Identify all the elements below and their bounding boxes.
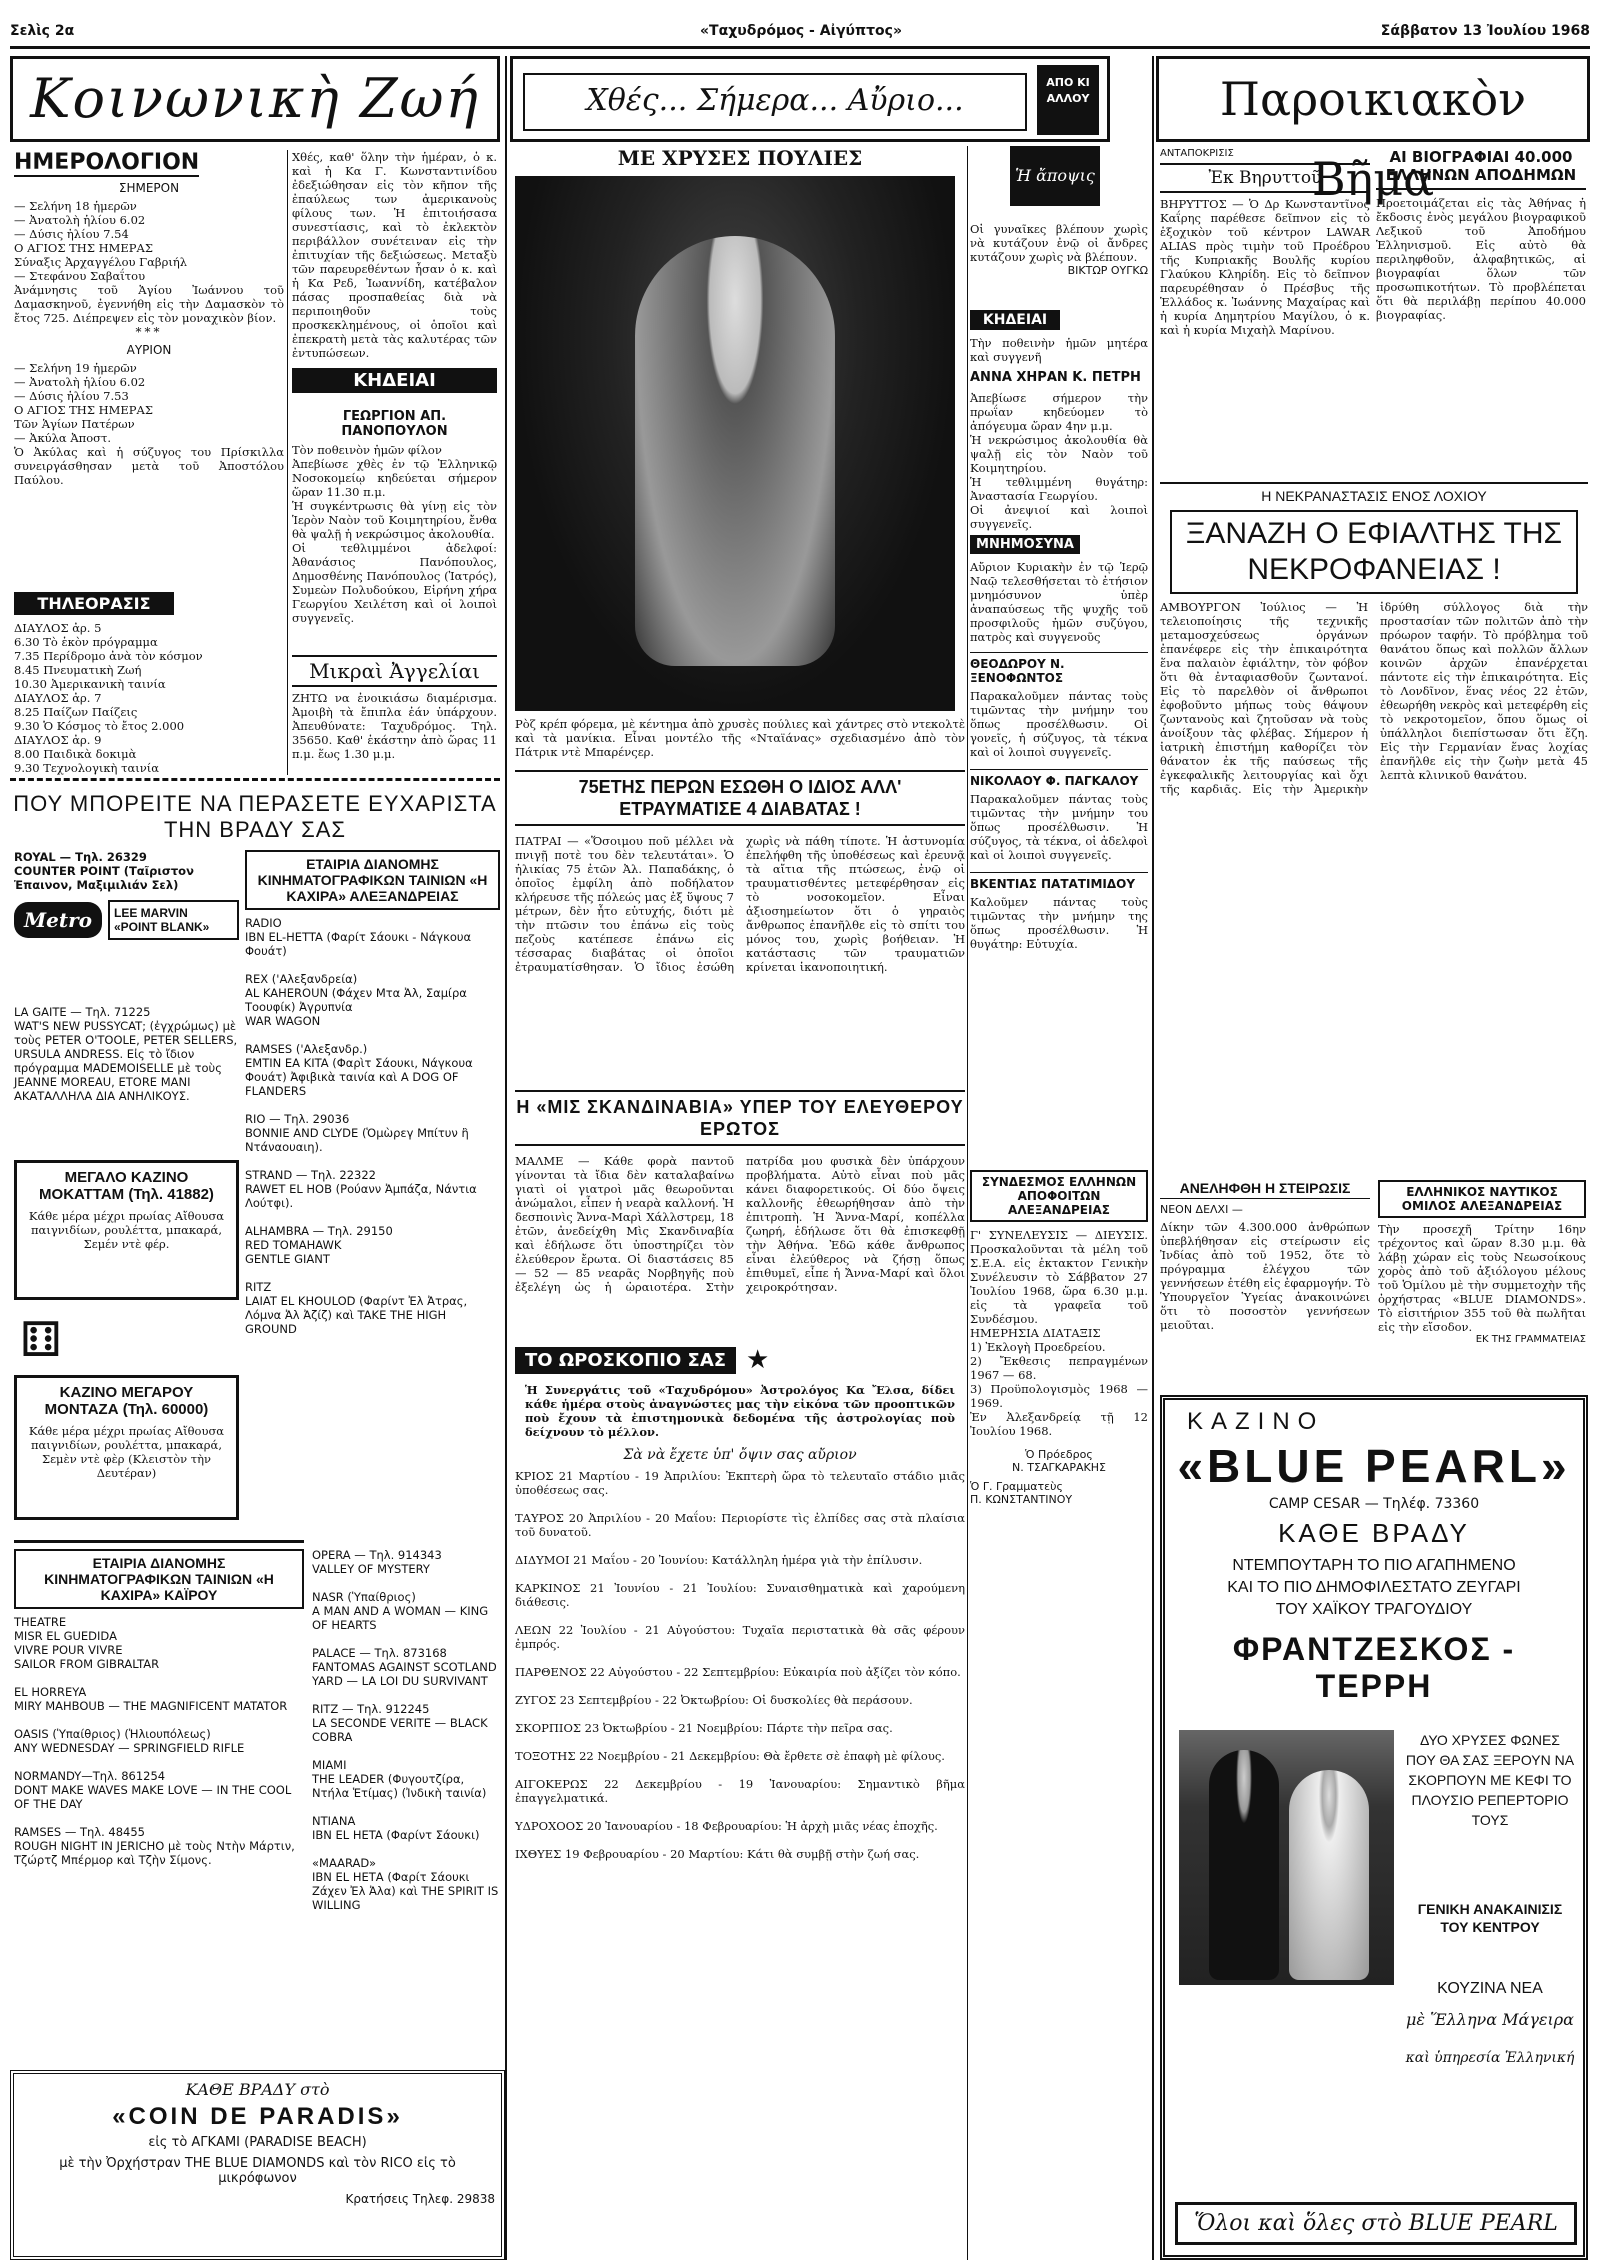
- funeral-title-1: ΚΗΔΕΙΑΙ: [292, 368, 497, 393]
- masthead: [10, 20, 1590, 44]
- distribution-cairo-ad: [14, 1540, 304, 2070]
- memorial-2-name: ΝΙΚΟΛΑΟΥ Φ. ΠΑΓΚΑΛΟΥ: [970, 769, 1148, 788]
- naval-title: ΕΛΛΗΝΙΚΟΣ ΝΑΥΤΙΚΟΣ ΟΜΙΛΟΣ ΑΛΕΞΑΝΔΡΕΙΑΣ: [1378, 1180, 1586, 1218]
- memorials-title: ΜΝΗΜΟΣΥΝΑ: [970, 535, 1080, 554]
- horoscope-item: ΣΚΟΡΠΙΟΣ 23 Ὀκτωβρίου - 21 Νοεμβρίου: Πάρτε τὴν πεῖρα σας.: [515, 1721, 893, 1735]
- today-text: — Σελήνη 18 ἡμερῶν — Ἀνατολὴ ἡλίου 6.02 — Δύσις ἡλίου 7.54 Ο ΑΓΙΟΣ ΤΗΣ ΗΜΕΡΑΣ Σύναξις Ἀρχαγγέλου Γαβριήλ — Στεφάνου Σαβαΐτου Ἀνάμνησις τοῦ Ἁγίου Ἰωάννου τοῦ Δαμασκηνοῦ, ἐγεννήθη εἰς τὴν Δαμασκὸν τὸ ἔτος 725. Διέπρεψεν εἰς τὸν μοναχικὸν βίον.: [14, 199, 284, 325]
- funeral-text-2: Ἀπεβίωσε σήμερον τὴν πρωΐαν κηδεύομεν τὸ ἀπόγευμα ὥραν 4ην μ.μ. Ἡ νεκρώσιμος ἀκολουθία θὰ ψαλῇ εἰς τὸν Ναὸν τοῦ Κοιμητηρίου. Ἡ τεθλιμμένη θυγάτηρ: Ἀναστασία Γεωργίου. Οἱ ἀνεψιοί καὶ λοιποὶ συγγενεῖς.: [970, 391, 1148, 531]
- funeral-title-2: ΚΗΔΕΙΑΙ: [970, 310, 1060, 330]
- memorial-1-text: Παρακαλοῦμεν πάντας τοὺς τιμῶντας τὴν μνήμην του ὅπως προσέλθωσιν. Οἱ γονεῖς, ἡ σύζυγος, τὰ τέκνα καὶ οἱ λοιποὶ συγγενεῖς.: [970, 689, 1148, 759]
- star-icon: ★: [746, 1345, 770, 1375]
- bp-renovation: ΓΕΝΙΚΗ ΑΝΑΚΑΙΝΙΣΙΣ ΤΟΥ ΚΕΝΤΡΟΥ: [1417, 1901, 1563, 1935]
- bp-footer: Ὅλοι καὶ ὅλες στὸ BLUE PEARL: [1175, 2202, 1577, 2245]
- bp-duo: ΦΡΑΝΤΖΕΣΚΟΣ - ΤΕΡΡΗ: [1232, 1631, 1516, 1704]
- tomorrow-label: ΑΥΡΙΟΝ: [126, 343, 172, 357]
- issue-date: Σάββατον 13 Ἰουλίου 1968: [1380, 23, 1590, 39]
- story-miss-text: ΜΑΛΜΕ — Κάθε φορὰ παντοῦ γίνονται τὰ ἴδια δὲν καταλαβαίνω γιατὶ οἱ γιατροὶ μᾶς θεωροῦνται ἀνώμαλοι, εἶπεν ἡ νεαρὰ καλλονή. Ἡ δεσποινὶς Ἄννα-Μαρὶ Χάλλστρεμ, 18 ἐτῶν, ἀνεδείχθη Μὶς Σκανδιναβία καὶ ἐδήλωσε ὅτι ὑποστηρίζει τὸν ἐλεύθερον ἔρωτα. Οἱ διαστάσεις 85 — 52 — 85 νεαρᾶς Νορβηγῆς ποὺ ἐξελέγη ὡς ἡ ὡραιοτέρα. Στὴν πατρίδα μου φυσικὰ δὲν ὑπάρχουν προβλήματα. Αὐτὸ εἶναι ποὺ μᾶς κάνει διαφορετικούς. Οἱ δύο ὄψεις καλλονῆς ἐθεωρήθησαν ἀπὸ τὴν ἐπιτροπὴ. Ἡ Ἄννα-Μαρί, κοπέλλα ζωηρή, ἐδήλωσε ὅτι θὰ ἐπισκεφθῇ τὴν Ἀθήνα. Ἐδῶ κάθε ἄνθρωπος εἶναι ἐλεύθερος νὰ ζήσῃ ὅπως ἐπιθυμεῖ, εἶπε ἡ Ἄννα-Μαρί καὶ ὅλοι χειροκρότησαν.: [515, 1154, 965, 1294]
- model-figure-icon: [635, 236, 835, 666]
- priest-title: ΑΝΕΛΗΦΘΗ Η ΣΤΕΙΡΩΣΙΣ: [1160, 1180, 1370, 1199]
- kazino-montaza-title: ΚΑΖΙΝΟ ΜΕΓΑΡΟΥ ΜΟΝΤΑΖΑ (Τηλ. 60000): [44, 1384, 209, 1418]
- nekra-kicker: Η ΝΕΚΡΑΝΑΣΤΑΣΙΣ ΕΝΟΣ ΛΟΧΙΟΥ: [1160, 482, 1588, 504]
- horoscope-item: ΚΡΙΟΣ 21 Μαρτίου - 19 Ἀπριλίου: Ἐκπτερὴ ὥρα τὸ τελευταῖο στάδιο μιᾶς ὑποθέσεως σας.: [515, 1469, 965, 1497]
- tv-title: ΤΗΛΕΟΡΑΣΙΣ: [14, 592, 174, 615]
- bp-camp-line: CAMP CESAR — Τηλέφ. 73360: [1268, 1496, 1480, 1512]
- distribution-cairo-list: THEATRE MISR EL GUEDIDA VIVRE POUR VIVRE SAILOR FROM GIBRALTAR EL HORREYA MIRY MAHBOUB — THE MAGNIFICENT MATATOR OASIS (Ὑπαίθριος) (Ἡλιουπόλεως) ANY WEDNESDAY — SPRINGFIELD RIFLE NORMANDY—Τηλ. 861254 DONT MAKE WAVES MAKE LOVE — IN THE COOL OF THE DAY RAMSES — Τηλ. 48455 ROUGH NIGHT IN JERICHO μὲ τοὺς Ντὴν Μάρτιν, Τζώρτζ Μπέρμορ καὶ Τζὴν Σίμονς.: [14, 1615, 295, 1867]
- social-life-title: Κοινωνικὴ Ζωή: [30, 67, 480, 130]
- cinema-gaite: LA GAITE — Τηλ. 71225 WAT'S NEW PUSSYCAT; (ἐγχρώμως) μὲ τοὺς PETER O'TOOLE, PETER SELLERS, URSULA ANDRESS. Εἰς τὸ ἴδιον πρόγραμμα MADEMOISELLE μὲ τοὺς JEANNE MOREAU, ETORE MANI ΑΚΑΤΑΛΛΗΛΑ ΔΙΑ ΑΝΗΛΙΚΟΥΣ.: [14, 1005, 238, 1103]
- bp-line-2: ΚΑΙ ΤΟ ΠΙΟ ΔΗΜΟΦΙΛΕΣΤΑΤΟ ΖΕΥΓΑΡΙ: [1227, 1579, 1521, 1596]
- horoscope-list: [515, 1469, 965, 1861]
- beirut-title: Ἐκ Βηρυττοῦ: [1160, 163, 1370, 193]
- fashion-title: ΜΕ ΧΡΥΣΕΣ ΠΟΥΛΙΕΣ: [617, 146, 863, 170]
- priest-section: [1160, 1180, 1370, 1365]
- horoscope-title: ΤΟ ΩΡΟΣΚΟΠΙΟ ΣΑΣ: [515, 1347, 736, 1374]
- association-title: ΣΥΝΔΕΣΜΟΣ ΕΛΛΗΝΩΝ ΑΠΟΦΟΙΤΩΝ ΑΛΕΞΑΝΔΡΕΙΑΣ: [970, 1170, 1148, 1222]
- bp-chef: μὲ Ἕλληνα Μάγειρα: [1406, 2010, 1574, 2029]
- fashion-section: [515, 146, 965, 786]
- tv-section: [14, 592, 284, 775]
- singer-figure-icon-2: [1289, 1770, 1369, 1980]
- memorial-3-text: Καλοῦμεν πάντας τοὺς τιμῶντας τὴν μνήμην της ὅπως προσέλθωσιν. Ἡ θυγάτηρ: Εὐτυχία.: [970, 895, 1148, 951]
- kazino-montaza-ad: [14, 1375, 239, 1520]
- beirut-section: [1160, 148, 1370, 473]
- quote-section: [970, 146, 1148, 306]
- bp-kitchen: ΚΟΥΖΙΝΑ ΝΕΑ: [1437, 1980, 1543, 1997]
- nekra-title: ΞΑΝΑΖΗ Ο ΕΦΙΑΛΤΗΣ ΤΗΣ ΝΕΚΡΟΦΑΝΕΙΑΣ !: [1170, 510, 1578, 594]
- evening-header: [10, 778, 500, 848]
- story-75-year-old: [515, 770, 965, 1080]
- bp-name: «BLUE PEARL»: [1177, 1440, 1571, 1492]
- cinema-column-left: [14, 850, 239, 1010]
- paper-name: «Ταχυδρόμος - Αἰγύπτος»: [700, 23, 902, 39]
- association-sign-secretary: Ὁ Γ. Γραμματεὺς Π. ΚΩΝΣΤΑΝΤΙΝΟΥ: [970, 1480, 1073, 1506]
- kazino-mokattam-ad: [14, 1160, 239, 1300]
- memorial-3-name: ΒΚΕΝΤΙΑΣ ΠΑΤΑΤΙΜΙΔΟΥ: [970, 872, 1148, 891]
- paradis-name: «COIN DE PARADIS»: [112, 2103, 403, 2130]
- naval-sign: ΕΚ ΤΗΣ ΓΡΑΜΜΑΤΕΙΑΣ: [1475, 1334, 1586, 1345]
- horoscope-item: ΑΙΓΟΚΕΡΩΣ 22 Δεκεμβρίου - 19 Ἰανουαρίου: Σημαντικὸ βῆμα ἐπαγγελματικά.: [515, 1777, 965, 1805]
- yesterday-today-tomorrow-title: Χθές... Σήμερα... Αὔριο...: [523, 73, 1027, 131]
- badge-from-elsewhere: ΑΠΟ ΚΙ ΑΛΛΟΥ: [1037, 65, 1099, 135]
- bp-duo-photo: [1179, 1730, 1394, 1985]
- bp-kathe: ΚΑΘΕ ΒΡΑΔΥ: [1278, 1518, 1470, 1548]
- blue-pearl-ad: [1160, 1395, 1588, 2260]
- association-text: Γ' ΣΥΝΕΛΕΥΣΙΣ — ΔΙΕΥΣΙΣ. Προσκαλοῦνται τὰ μέλη τοῦ Σ.Ε.Α. εἰς ἐκτακτον Γενικὴν Συνέλευσιν τὸ Σάββατον 27 Ἰουλίου 1968, ὥρα 6.30 μ.μ. εἰς τὰ γραφεῖα τοῦ Συνδέσμου. ΗΜΕΡΗΣΙΑ ΔΙΑΤΑΞΙΣ 1) Ἐκλογὴ Προεδρείου. 2) Ἔκθεσις πεπραγμένων 1967 — 68. 3) Προϋπολογισμὸς 1968 — 1969. Ἐν Ἀλεξανδρείᾳ τῇ 12 Ἰουλίου 1968.: [970, 1228, 1148, 1438]
- funeral-text-1: Τὸν ποθεινὸν ἡμῶν φίλον Ἀπεβίωσε χθὲς ἐν τῷ Ἑλληνικῷ Νοσοκομείῳ κηδεύεται σήμερον ὥραν 11.30 π.μ. Ἡ συγκέντρωσις θὰ γίνῃ εἰς τὸν Ἱερὸν Ναὸν τοῦ Κοιμητηρίου, ἔνθα θὰ ψαλῇ ἡ νεκρώσιμος ἀκολουθία. Οἱ τεθλιμμένοι ἀδελφοί: Ἀθανάσιος Πανόπουλος, Δημοσθένης Πανόπουλος (Ἰατρός), Συμεὼν Πολυδούκου, Εἰρήνη χήρα Γεωργίου Χειλέτση καὶ οἱ λοιποὶ συγγενεῖς.: [292, 443, 497, 625]
- singer-figure-icon: [1209, 1750, 1279, 1980]
- dice-icon: ⚅: [20, 1312, 62, 1368]
- bp-line-3: ΤΟΥ ΧΑΪΚΟΥ ΤΡΑΓΟΥΔΙΟΥ: [1275, 1601, 1473, 1618]
- quote-text: Οἱ γυναῖκες βλέπουν χωρὶς νὰ κυτάζουν ἐνῷ οἱ ἄνδρες κυτάζουν χωρὶς νὰ βλέπουν.: [970, 222, 1148, 264]
- distribution-alex-title: ΕΤΑΙΡΙΑ ΔΙΑΝΟΜΗΣ ΚΙΝΗΜΑΤΟΓΡΑΦΙΚΩΝ ΤΑΙΝΙΩΝ «Η ΚΑΧΙΡΑ» ΑΛΕΞΑΝΔΡΕΙΑΣ: [245, 850, 500, 910]
- funeral-name-2: ΑΝΝΑ ΧΗΡΑΝ Κ. ΠΕΤΡΗ: [970, 370, 1141, 385]
- horoscope-item: ΥΔΡΟΧΟΟΣ 20 Ἰανουαρίου - 18 Φεβρουαρίου: Ἡ ἀρχὴ μιᾶς νέας ἐποχῆς.: [515, 1819, 938, 1833]
- funeral-intro-2: Τὴν ποθεινὴν ἡμῶν μητέρα καὶ συγγενῆ: [970, 336, 1148, 364]
- section-header-yesterday: [510, 56, 1110, 142]
- today-label: ΣΗΜΕΡΟΝ: [118, 181, 180, 195]
- horoscope-item: ΙΧΘΥΕΣ 19 Φεβρουαρίου - 20 Μαρτίου: Κάτι θὰ συμβῇ στὴν ζωή σας.: [515, 1847, 920, 1861]
- bp-service: καὶ ὑπηρεσία Ἑλληνική: [1405, 2050, 1575, 2066]
- section-header-social: [10, 56, 500, 142]
- paradis-top: ΚΑΘΕ ΒΡΑΔΥ στὸ: [185, 2080, 330, 2099]
- association-sign-president: Ὁ Πρόεδρος Ν. ΤΣΑΓΚΑΡΑΚΗΣ: [1012, 1448, 1106, 1474]
- story-75-text: ΠΑΤΡΑΙ — «Ὅσοιμου ποῦ μέλλει νὰ πνιγῇ ποτὲ του δὲν τελευτάται». Ὁ ἡλικίας 75 ἐτῶν Ἀλ. Παπαδάκης, ὁ ὁποῖος ἐμφίλη ἀπὸ ποδήλατον κλήρευσε τῆς πόλεώς μας ἐξ ὕψους 7 μέτρων, δὲν ἦτο εὐτυχής, διότι μὲ τὴν πτῶσιν του ἐπάνω εἰς τοὺς πεζοὺς κατέπεσε ἐπάνω εἰς τέσσαρας διαβάτας οἱ ὁποῖοι ἐτραυματίσθησαν. Ὁ ἴδιος ἐσώθη χωρὶς νὰ πάθη τίποτε. Ἡ ἀστυνομία ἐπελήφθη τῆς ὑποθέσεως καὶ ἐρευνᾷ τὰ αἴτια τῆς πτώσεως, ἐνῷ οἱ τραυματισθέντες μετεφέρθησαν εἰς τὸ νοσοκομεῖον. Εἶναι ἀξιοσημείωτον ὅτι ὁ γηραιὸς ἄνθρωπος ἐπανῆλθε εἰς τὸ σπίτι του μόνος του, χωρὶς βοήθειαν. Ἡ κατάστασις τῶν τραυματιῶν κρίνεται ἱκανοποιητική.: [515, 834, 965, 974]
- distribution-alex-ad: [245, 850, 500, 1540]
- beirut-label: ΑΝΤΑΠΟΚΡΙΣΙΣ: [1160, 148, 1234, 159]
- tomorrow-text: — Σελήνη 19 ἡμερῶν — Ἀνατολὴ ἡλίου 6.02 — Δύσις ἡλίου 7.53 Ο ΑΓΙΟΣ ΤΗΣ ΗΜΕΡΑΣ Τῶν Ἁγίων Πατέρων — Ἀκύλα Ἀποστ. Ὁ Ἀκύλας καὶ ἡ σύζυγος του Πρίσκιλλα συνειργάσθησαν μετὰ τοῦ Ἀποστόλου Παύλου.: [14, 361, 284, 487]
- horoscope-item: ΤΟΞΟΤΗΣ 22 Νοεμβρίου - 21 Δεκεμβρίου: Θὰ ἔρθετε σὲ ἐπαφὴ μὲ φίλους.: [515, 1749, 945, 1763]
- kazino-montaza-text: Κάθε μέρα μέχρι πρωίας Αἴθουσα παιγνιδίων, ρουλέττα, μπακαρά, Σεμὲν ντὲ φὲρ (Κλειστὸν τὴν Δευτέραν): [28, 1424, 225, 1480]
- horoscope-item: ΔΙΔΥΜΟΙ 21 Μαΐου - 20 Ἰουνίου: Κατάλληλη ἡμέρα γιὰ τὴν ἐπίλυσιν.: [515, 1553, 923, 1567]
- naval-section: [1378, 1180, 1586, 1365]
- quote-author: ΒΙΚΤΩΡ ΟΥΓΚΩ: [1067, 264, 1148, 277]
- horoscope-header: [515, 1345, 965, 1375]
- story-miss-title: Η «ΜΙΣ ΣΚΑΝΔΙΝΑΒΙΑ» ΥΠΕΡ ΤΟΥ ΕΛΕΥΘΕΡΟΥ ΕΡΩΤΟΣ: [515, 1090, 965, 1146]
- horoscope-item: ΚΑΡΚΙΝΟΣ 21 Ἰουνίου - 21 Ἰουλίου: Συναισθηματικὰ καὶ χαρούμενη διάθεσις.: [515, 1581, 965, 1609]
- page-number: Σελὶς 2α: [10, 23, 75, 39]
- kazino-mokattam-text: Κάθε μέρα μέχρι πρωίας Αἴθουσα παιγνιδίων, ρουλέττα, μπακαρά, Σεμέν ντὲ φέρ.: [28, 1209, 225, 1251]
- bp-kazino: ΚΑΖΙΝΟ: [1187, 1408, 1325, 1435]
- bp-line-1: ΝΤΕΜΠΟΥΤΑΡΗ ΤΟ ΠΙΟ ΑΓΑΠΗΜΕΝΟ: [1232, 1557, 1516, 1574]
- cinema-royal: ROYAL — Τηλ. 26329 COUNTER POINT (Ταῖριστον Ἐπαινον, Μαξιμιλιάν Σελ): [14, 850, 194, 892]
- bio-title: ΑΙ ΒΙΟΓΡΑΦΙΑΙ 40.000 ΕΛΛΗΝΩΝ ΑΠΟΔΗΜΩΝ: [1376, 148, 1586, 190]
- column-rule-2: [1152, 56, 1154, 2260]
- column-rule-4: [967, 146, 968, 2260]
- nekra-text: ΑΜΒΟΥΡΓΟΝ Ἰούλιος — Ἡ τελειοποίησις τῆς τεχνικῆς μεταμοσχεύσεως ὀργάνων ἐπανέφερε εἰς τὴν ἐπικαιρότητα ἕνα παλαιὸν ἐφιάλτην, τὸν φόβον ὅτι θὰ ἐνταφιασθοῦν ζωντανοί. Εἰς τὸ παρελθὸν οἱ ἄνθρωποι ἐφοβοῦντο μήπως τοὺς θάψουν ζωντανοὺς καὶ ζητοῦσαν νὰ τοὺς ἀνοίξουν τὰς φλέβας. Σήμερον ἡ ἰατρικὴ ἐπιστήμη καθορίζει τὸν θάνατον ἐκ τῆς παύσεως τῆς ἐγκεφαλικῆς λειτουργίας καὶ ὄχι τῆς καρδιᾶς. Εἰς τὴν Ἀμερικὴν ἱδρύθη σύλλογος διὰ τὴν προστασίαν τῶν πολιτῶν ἀπὸ τὴν πρόωρον ταφήν. Τὸ πρόβλημα τοῦ θανάτου ὅπως καὶ πολλῶν ἄλλων κοινῶν ἀρχῶν ἐπανέρχεται πάντοτε εἰς τὴν ἐπικαιρότητα. Εἰς τὸ Λονδῖνον, ἕνας νέος 22 ἐτῶν, ἐθεωρήθη νεκρὸς καὶ μετεφέρθη εἰς τὸ νεκροτομεῖον, ὅπου ὅμως οἱ ὑπάλληλοι διεπίστωσαν ὅτι ἔζη. Εἰς τὴν Γερμανίαν ἕνας λοχίας ἐπανῆλθε εἰς τὴν ζωὴν μετὰ 45 λεπτὰ κλινικοῦ θανάτου.: [1160, 600, 1588, 796]
- horoscope-intro: Ἡ Συνεργάτις τοῦ «Ταχυδρόμου» Ἀστρολόγος Κα Ἔλσα, δίδει κάθε ἡμέρα στοὺς ἀναγνώστες μας τὴν εἰκόνα τῶν προοπτικῶν ποὺ ἔχουν τὰ ἐπιστημονικὰ δεδομένα τῆς ἀστρολογίας ποὺ δείχνουν τὸ μέλλον.: [525, 1383, 955, 1439]
- bio-section: [1376, 148, 1586, 473]
- horoscope-section: [515, 1345, 965, 2260]
- metro-ad: [14, 900, 239, 940]
- beirut-text: ΒΗΡΥΤΤΟΣ — Ὁ Δρ Κωνσταντῖνος Καΐρης παρέθεσε δεῖπνον εἰς τὸ ἑξοχικὸν τοῦ κέντρον LAWAR ALIAS πρὸς τιμὴν τοῦ Προέδρου τῆς Κυπριακῆς Βουλῆς κυρίου Γλαύκου Κληρίδη. Εἰς τὸ δεῖπνον παρευρέθησαν ὁ Πρέσβυς τῆς Ἑλλάδος κ. Ἰωάννης Μαχαίρας καὶ ἡ κυρία Δημητρίου Μαγίλου, ὁ κ. καὶ ἡ κυρία Μιχαὴλ Μαρίνου.: [1160, 197, 1370, 337]
- coin-de-paradis-ad: [10, 2070, 505, 2260]
- association-section: [970, 1170, 1148, 2260]
- story-75-title: 75ΕΤΗΣ ΠΕΡΩΝ ΕΣΩΘΗ Ο ΙΔΙΟΣ ΑΛΛ' ΕΤΡΑΥΜΑΤΙΣΕ 4 ΔΙΑΒΑΤΑΣ !: [515, 770, 965, 826]
- naval-text: Τὴν προσεχῆ Τρίτην 16ην τρέχοντος καὶ ὥραν 8.30 μ.μ. θὰ λάβῃ χώραν εἰς τοὺς Νεωσοίκους χορὸς ἀπὸ τοῦ ἀξιόλογου μέλους τοῦ Ὁμίλου μὲ τὴν συμμετοχὴν τῆς ὀρχήστρας «BLUE DIAMONDS». Τὸ εἰσιτήριον 355 τοῦ θὰ πωλῆται εἰς τὴν εἴσοδον.: [1378, 1222, 1586, 1334]
- distribution-cairo-list-2: OPERA — Τηλ. 914343 VALLEY OF MYSTERY NASR (Ὑπαίθριος) A MAN AND A WOMAN — KING OF HEARTS PALACE — Τηλ. 873168 FANTOMAS AGAINST SCOTLAND YARD — LA LOI DU SURVIVANT RITZ — Τηλ. 912245 LA SECONDE VERITE — BLACK COBRA MIAMI THE LEADER (Φυγουτζίρα, Ντήλα Ἑτίμας) (Ἰνδικὴ ταινία) ΝΤΙΑΝΑ IBN EL HETA (Φαρίντ Σάουκι) «MAARAD» ΙΒΝ ΕL ΗΕΤΑ (Φαρίτ Σάουκι Ζάχεν Ἐλ Ἀλα) καὶ THE SPIRIT IS WILLING: [312, 1548, 499, 1912]
- classifieds-text: ΖΗΤΩ να ἐνοικιάσω διαμέρισμα. Ἀμοιβὴ τὰ ἔπιπλα ἐάν ὑπάρχουν. Ἀπευθύνατε: Ταχυδρόμος. Τηλ. 35650. Καθ' ἑκάστην ἀπὸ ὥρας 11 π.μ. ἕως 1.30 μ.μ.: [292, 691, 497, 761]
- memorial-2-text: Παρακαλοῦμεν πάντας τοὺς τιμῶντας τὴν μνήμην του ὅπως προσέλθωσιν. Ἡ σύζυγος, τὰ τέκνα, οἱ ἀδελφοὶ καὶ οἱ λοιποὶ συγγενεῖς.: [970, 792, 1148, 862]
- kazino-mokattam-title: ΜΕΓΑΛΟ ΚΑΖΙΝΟ ΜΟΚΑΤΤΑΜ (Τηλ. 41882): [39, 1169, 214, 1203]
- separator-stars: ***: [135, 325, 163, 339]
- calendar-title: ΗΜΕΡΟΛΟΓΙΟΝ: [14, 150, 200, 175]
- fashion-caption: Ρὸζ κρέπ φόρεμα, μὲ κέντημα ἀπὸ χρυσὲς πούλιες καὶ χάντρες στὸ ντεκολτὲ καὶ τὰ μανίκια. Εἶναι μοντέλο τῆς «Νταϊάνας» σχεδιασμένο ἀπὸ τὸν Πάτρικ ντὲ Μπαρένςερ.: [515, 717, 965, 759]
- classifieds-section: [292, 655, 497, 775]
- paradis-line: μὲ τὴν Ὀρχήστραν THE BLUE DIAMONDS καὶ τὸν RICO εἰς τὸ μικρόφωνον: [59, 2156, 456, 2186]
- quote-badge: Ἡ ἄποψις: [1010, 146, 1100, 206]
- distribution-cairo-title: ΕΤΑΙΡΙΑ ΔΙΑΝΟΜΗΣ ΚΙΝΗΜΑΤΟΓΡΑΦΙΚΩΝ ΤΑΙΝΙΩΝ «Η ΚΑΧΙΡΑ» ΚΑΪΡΟΥ: [14, 1549, 304, 1609]
- nekra-section: [1160, 482, 1588, 1182]
- horoscope-item: ΤΑΥΡΟΣ 20 Ἀπριλίου - 20 Μαΐου: Περιορίστε τὶς ἐλπίδες σας στὰ πλαίσια τοῦ δυνατοῦ.: [515, 1511, 965, 1539]
- bp-tel: Τηλέφ. 73360: [1383, 1496, 1480, 1512]
- horoscope-item: ΠΑΡΘΕΝΟΣ 22 Αὐγούστου - 22 Σεπτεμβρίου: Εὐκαιρία ποὺ ἀξίζει τὸν κόπο.: [515, 1665, 961, 1679]
- horoscope-subtitle: Σὰ νὰ ἔχετε ὑπ' ὄψιν σας αὔριον: [623, 1447, 857, 1463]
- metro-logo: Metro: [14, 902, 102, 938]
- classifieds-title: Μικραὶ Ἀγγελίαι: [292, 655, 497, 687]
- community-title: Παροικιακὸν Βῆμα: [1219, 72, 1527, 206]
- paradis-tel: Κρατήσεις Τηλεφ. 29838: [345, 2192, 495, 2206]
- bio-text: Προετοιμάζεται εἰς τὰς Ἀθήνας ἡ ἔκδοσις ἑνὸς μεγάλου βιογραφικοῦ Λεξικοῦ τοῦ Ἀποδήμου Ἑλληνισμοῦ. Εἰς αὐτὸ θὰ περιληφθοῦν, ἀλφαβητικῶς, αἱ βιογραφίαι ὅλων τῶν προσωπικοτήτων. Τὸ προβλέπεται ὅτι θὰ περιλάβῃ περίπου 40.000 βιογραφίας.: [1376, 196, 1586, 322]
- horoscope-item: ΖΥΓΟΣ 23 Σεπτεμβρίου - 22 Ὀκτωβρίου: Οἱ δυσκολίες θὰ περάσουν.: [515, 1693, 913, 1707]
- memorials-section: [970, 535, 1148, 1165]
- column-rule-3: [287, 150, 288, 775]
- social-article: Χθές, καθ' ὅλην τὴν ἡμέραν, ὁ κ. καὶ ἡ Κα Γ. Κωνσταντινίδου ἐδεξιώθησαν εἰς τὸν κῆπον τῆς ἐπαύλεως των ἀμερικανοὺς φίλους των. Ἡ ἐπιτοιήσασα συνεστίασις, καὶ τὸ ἐκλεκτὸν περιβάλλον συνέτειναν εἰς τὴν ἐπιτυχίαν τῆς δεξιώσεως. Μεταξὺ τῶν παρευρεθέντων ἦσαν ὁ κ. καὶ ἡ Κα Ρεδ, Ἰωαννίδη, κατέβαλον πάσας προσπαθείας διὰ νὰ περιποιηθοῦν τοὺς προσκεκλημένους, οἱ ὁποῖοι καὶ ἐπεκρατὴ μετὰ τὰς καλυτέρας τῶν ἐντυπώσεων.: [292, 150, 497, 360]
- evening-title: ΠΟΥ ΜΠΟΡΕΙΤΕ ΝΑ ΠΕΡΑΣΕΤΕ ΕΥΧΑΡΙΣΤΑ ΤΗΝ ΒΡΑΔΥ ΣΑΣ: [13, 791, 497, 842]
- memorial-intro: Αὔριον Κυριακὴν ἐν τῷ Ἱερῷ Ναῷ τελεσθήσεται τὸ ἐτήσιον μνημόσυνον ὑπὲρ ἀναπαύσεως τῆς ψυχῆς τοῦ προσφιλοῦς ἡμῶν συζύγου, πατρὸς καὶ συγγενοῦς: [970, 560, 1148, 644]
- bp-camp: CAMP CESAR: [1268, 1496, 1361, 1512]
- priest-place: ΝΕΟΝ ΔΕΛΧΙ —: [1160, 1203, 1243, 1216]
- paradis-sub: εἰς τὸ ΑΓΚΑΜΙ (PARADISE BEACH): [148, 2135, 367, 2150]
- funeral-section-2: [970, 310, 1148, 530]
- calendar-section: [14, 150, 284, 590]
- funeral-section-1: [292, 368, 497, 648]
- tv-schedule: ΔΙΑΥΛΟΣ ἀρ. 5 6.30 Τὸ ἑκὸν πρόγραμμα 7.35 Περίδρομο ἀνὰ τὸν κόσμον 8.45 Πνευματικὴ Ζωή 10.30 Ἀμερικανικὴ ταινία ΔΙΑΥΛΟΣ ἀρ. 7 8.25 Παίζων Παίζεις 9.30 Ὁ Κόσμος τὸ ἔτος 2.000 ΔΙΑΥΛΟΣ ἀρ. 9 8.00 Παιδικὰ δοκιμὰ 9.30 Τεχνολογικὴ ταινία: [14, 621, 203, 775]
- column-rule-1: [505, 56, 507, 2260]
- metro-film: LEE MARVIN «POINT BLANK»: [108, 900, 239, 940]
- horoscope-item: ΛΕΩΝ 22 Ἰουλίου - 21 Αὐγούστου: Τυχαῖα περιστατικὰ θὰ σᾶς φέρουν ἐμπρός.: [515, 1623, 965, 1651]
- masthead-rule: [10, 46, 1590, 49]
- priest-text: Δίκην τῶν 4.300.000 ἀνθρώπων ὑπεβλήθησαν εἰς στείρωσιν εἰς Ἰνδίας ἀπὸ τοῦ 1952, ὅτε τὸ πρόγραμμα ἐλέγχου τῶν γεννήσεων ἐτέθη εἰς ἐφαρμογήν. Τὸ Ὑπουργεῖον Ὑγείας ἀνακοινώνει ὅτι τὸ ποσοστὸν γεννήσεων μειοῦται.: [1160, 1220, 1370, 1332]
- bp-side-text: ΔΥΟ ΧΡΥΣΕΣ ΦΩΝΕΣ ΠΟΥ ΘΑ ΣΑΣ ΞΕΡΟΥΝ ΝΑ ΣΚΟΡΠΟΥΝ ΜΕ ΚΕΦΙ ΤΟ ΠΛΟΥΣΙΟ ΡΕΠΕΡΤΟΡΙΟ ΤΟΥΣ: [1405, 1732, 1575, 1828]
- distribution-alex-list: RADIO IBN EL-HETTA (Φαρίτ Σάουκι - Νάγκουα Φουάτ) REX ('Αλεξανδρεία) AL KAHEROUN (Φάχεν Μτα Ἀλ, Σαμίρα Τοουφίκ) Ἀγρυπνία WAR WAGON RAMSES ('Αλεξανδρ.) EMTIN EA KITA (Φαρὶτ Σάουκι, Νάγκουα Φουάτ) Ἀφιβικὰ ταινία καὶ A DOG OF FLANDERS RIO — Τηλ. 29036 BONNIE AND CLYDE (Ὁμὼρεγ Μπίτυν ἢ Ντάναουαιη). STRAND — Τηλ. 22322 RAWET EL HOB (Ρούανν Ἀμπάζα, Νάντια Λούτφι). ALHAMBRA — Τηλ. 29150 RED TOMAHAWK GENTLE GIANT RITZ LAIAT EL KHOULOD (Φαρίντ Ἐλ Ἀτρας, Λόμνα Ἀλ Ἀζίζ) καὶ TAKE THE HIGH GROUND: [245, 916, 477, 1336]
- funeral-name-1: ΓΕΩΡΓΙΟΝ ΑΠ. ΠΑΝΟΠΟΥΛΟΝ: [341, 409, 448, 439]
- memorial-1-name: ΘΕΟΔΩΡΟΥ Ν. ΞΕΝΟΦΩΝΤΟΣ: [970, 652, 1148, 685]
- fashion-photo: [515, 176, 955, 711]
- story-miss-scandinavia: [515, 1090, 965, 1330]
